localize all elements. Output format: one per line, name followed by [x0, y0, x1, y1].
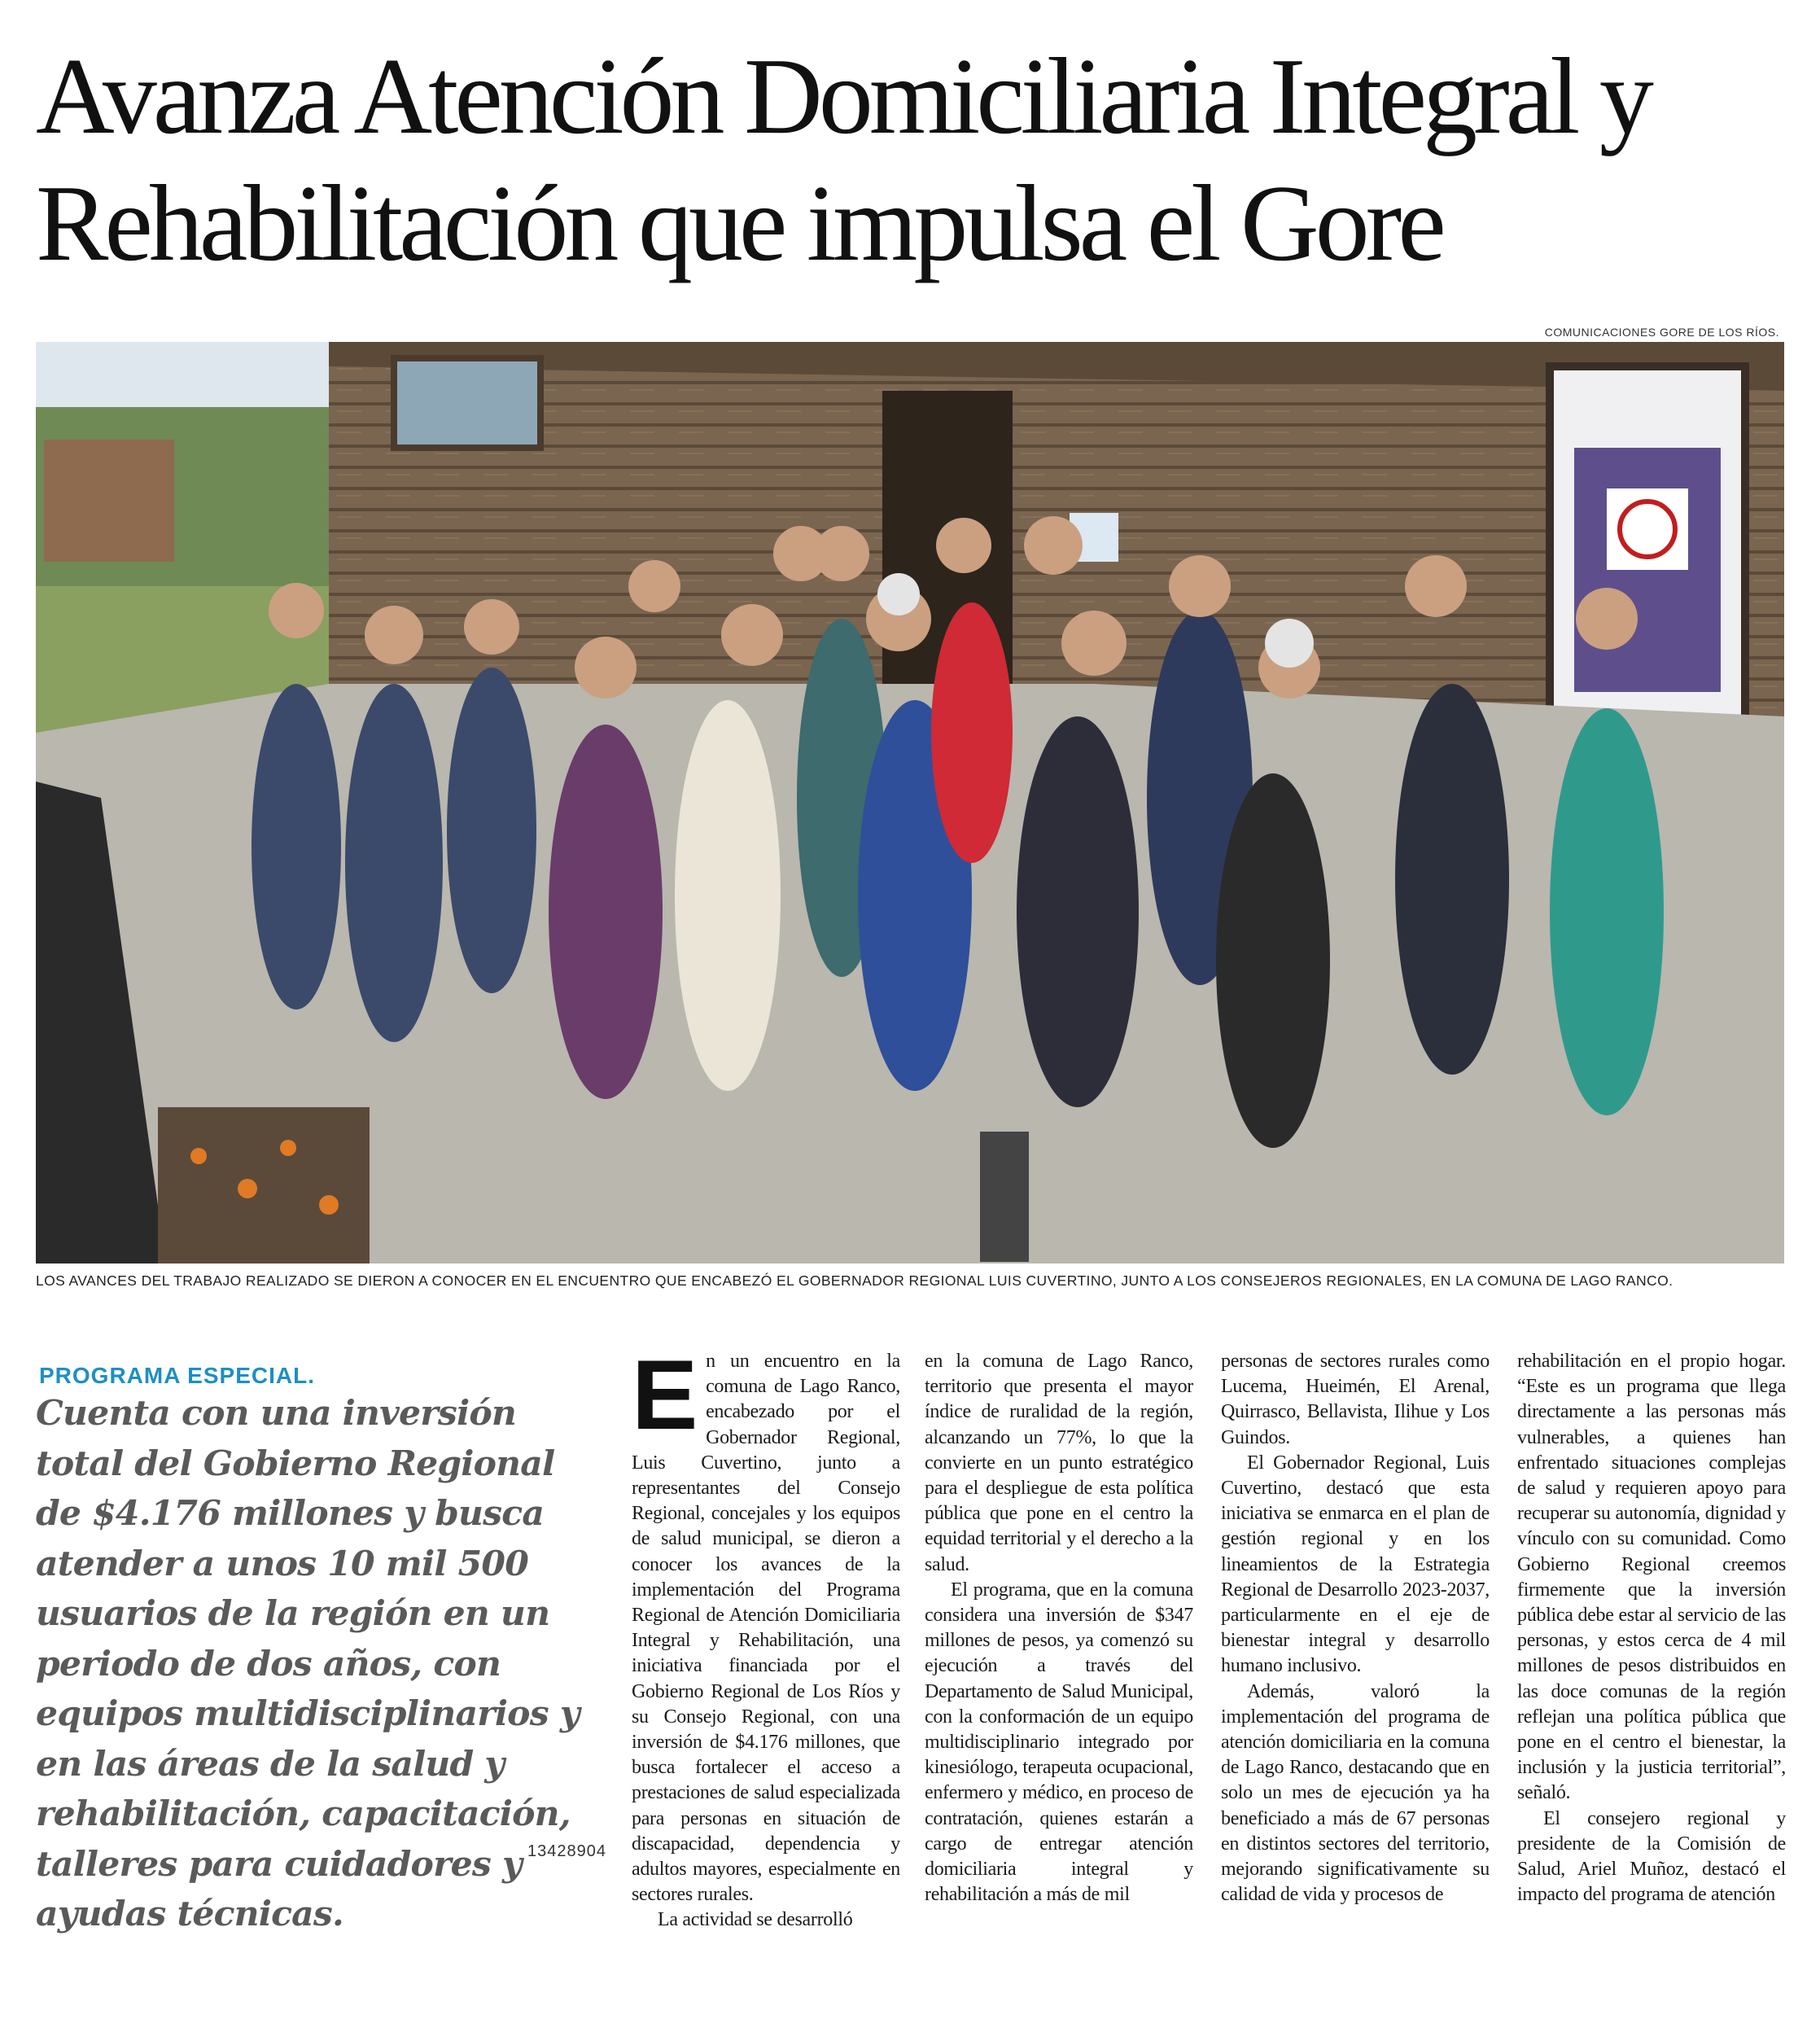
article-paragraph: Además, valoró la implementación del programa de atención domiciliaria en la comuna de Lago Ranco, destacando que en solo un mes de ejecución ya ha beneficiado a más de 67 personas en distintos sectores del territorio, mejorando significativamente su calidad de vida y procesos de: [1221, 1680, 1490, 1906]
kicker: PROGRAMA ESPECIAL.: [39, 1363, 315, 1388]
photo-caption: LOS AVANCES DEL TRABAJO REALIZADO SE DIERON A CONOCER EN EL ENCUENTRO QUE ENCABEZÓ EL GOBERNADOR REGIONAL LUIS CUVERTINO, JUNTO A LOS CONSEJEROS REGIONALES, EN LA COMUNA DE LAGO RANCO.: [36, 1272, 1673, 1289]
article-column-2: [925, 1349, 1193, 2000]
article-column-1: [632, 1349, 900, 2000]
paragraph-text: n un encuentro en la comuna de Lago Ranco, encabezado por el Gobernador Regional, Luis Cuvertino, junto a representantes del Consejo Regional, concejales y los equipos de salud municipal, se dieron a conocer los avances de la implementación del Programa Regional de Atención Domiciliaria Integral y Rehabilitación, una iniciativa financiada por el Gobierno Regional de Los Ríos y su Consejo Regional, con una inversión de $4.176 millones, que busca fortalecer el acceso a prestaciones de salud especializada para personas en situación de discapacidad, dependencia y adultos mayores, especialmente en sectores rurales.: [632, 1351, 900, 1906]
article-paragraph: personas de sectores rurales como Lucema, Hueimén, El Arenal, Quirrasco, Bellavista, Ilihue y Los Guindos.: [1221, 1351, 1490, 1448]
article-paragraph: El programa, que en la comuna considera una inversión de $347 millones de pesos, ya comenzó su ejecución a través del Departamento de Salud Municipal, con la conformación de un equipo multidisciplinario integrado por kinesiólogo, terapeuta ocupacional, enfermero y médico, en proceso de contratación, quienes estarán a cargo de entregar atención domiciliaria integral y rehabilitación a más de mil: [925, 1579, 1193, 1906]
article-column-3: [1221, 1349, 1490, 2000]
article-paragraph: [632, 1349, 900, 1907]
article-paragraph: en la comuna de Lago Ranco, territorio que presenta el mayor índice de ruralidad de la región, alcanzando un 77%, lo que la convierte en un punto estratégico para el despliegue de esta política pública que pone en el centro la equidad territorial y el derecho a la salud.: [925, 1351, 1193, 1575]
photo-credit: COMUNICACIONES GORE DE LOS RÍOS.: [1544, 326, 1779, 339]
ad-code: 13428904: [527, 1842, 606, 1860]
article-paragraph: La actividad se desarrolló: [658, 1909, 853, 1931]
headline: Avanza Atención Domiciliaria Integral y Rehabilitación que impulsa el Gore: [36, 36, 1650, 283]
article-paragraph: El Gobernador Regional, Luis Cuvertino, destacó que esta iniciativa se enmarca en el plan de gestión regional y en los lineamientos de la Estrategia Regional de Desarrollo 2023-2037, particularmente en el eje de bienestar integral y desarrollo humano inclusivo.: [1221, 1452, 1490, 1677]
deck-summary: Cuenta con una inversión total del Gobierno Regional de $4.176 millones y busca atender a unos 10 mil 500 usuarios de la región en un periodo de dos años, con equipos multidisciplinarios y en las áreas de la salud y rehabilitación, capacitación, talleres para cuidadores y ayudas técnicas.: [36, 1393, 580, 1934]
group-photo: [36, 342, 1784, 1264]
article-paragraph: rehabilitación en el propio hogar. “Este es un programa que llega directamente a las personas más vulnerables, a quienes han enfrentado situaciones complejas de salud y requieren apoyo para recuperar su autonomía, dignidad y vínculo con su comunidad. Como Gobierno Regional creemos firmemente que la inversión pública debe estar al servicio de las personas, y estos cerca de 4 mil millones de pesos distribuidos en las doce comunas de la región reflejan una política pública que pone en el centro el bienestar, la inclusión y la justicia territorial”, señaló.: [1517, 1351, 1786, 1804]
article-column-4: [1517, 1349, 1786, 2000]
article-paragraph: El consejero regional y presidente de la Comisión de Salud, Ariel Muñoz, destacó el impacto del programa de atención: [1517, 1807, 1786, 1906]
drop-cap: E: [632, 1349, 698, 1450]
